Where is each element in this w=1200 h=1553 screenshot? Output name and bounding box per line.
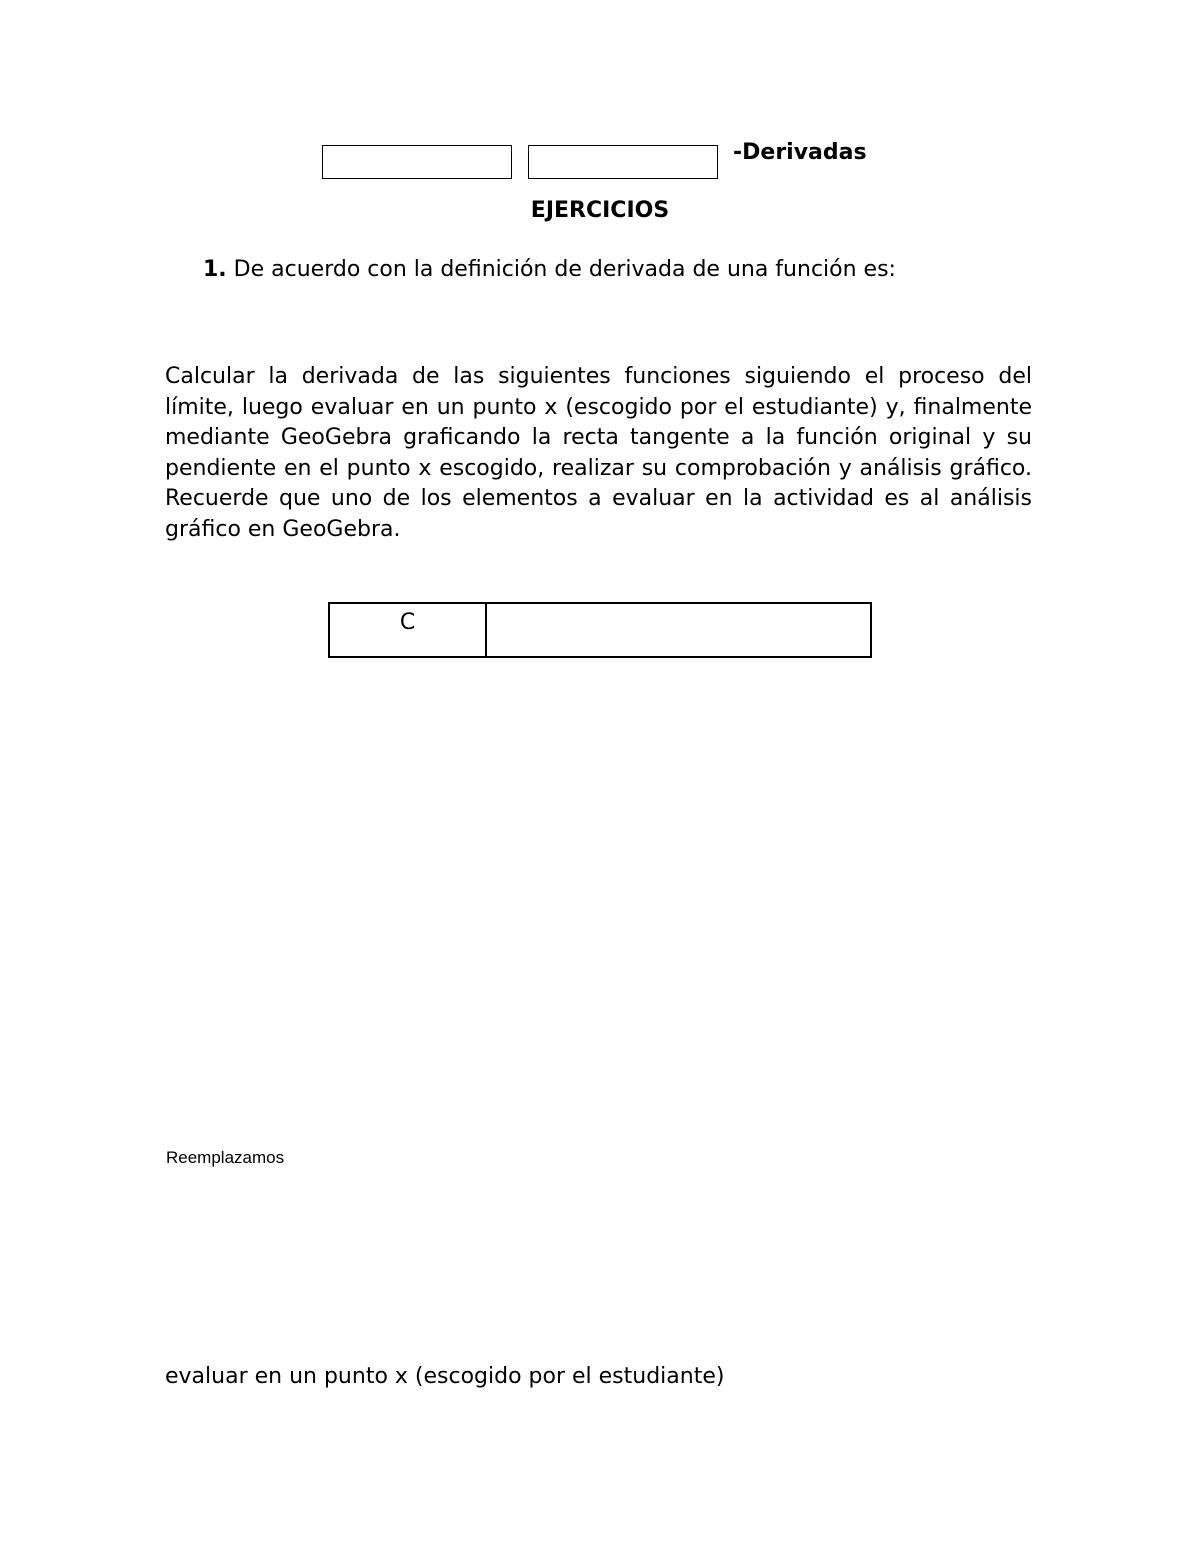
instructions-paragraph: Calcular la derivada de las siguientes funciones siguiendo el proceso del límite, luego evaluar en un punto x (escogido por el estudiante) y, finalmente mediante GeoGebra graficando la recta tangente a la función original y su pendiente en el punto x escogido, realizar su comprobación y análisis gráfico. Recuerde que uno de los elementos a evaluar en la actividad es al análisis gráfico en GeoGebra. (165, 364, 1032, 542)
page-heading: EJERCICIOS (530, 198, 670, 223)
answer-table (328, 602, 872, 658)
table-cell-label: C (329, 603, 486, 657)
question-text: De acuerdo con la definición de derivada de una función es: (226, 257, 896, 282)
question-number: 1. (203, 257, 227, 282)
name-blank-box-1 (322, 145, 512, 179)
name-blank-box-2 (528, 145, 718, 179)
title-suffix: -Derivadas (733, 140, 867, 165)
evaluar-line: evaluar en un punto x (escogido por el estudiante) (165, 1364, 725, 1389)
table-cell-value (486, 603, 871, 657)
table-row (329, 603, 871, 657)
reemplazamos-label: Reemplazamos (166, 1148, 285, 1167)
question-1 (203, 257, 896, 282)
